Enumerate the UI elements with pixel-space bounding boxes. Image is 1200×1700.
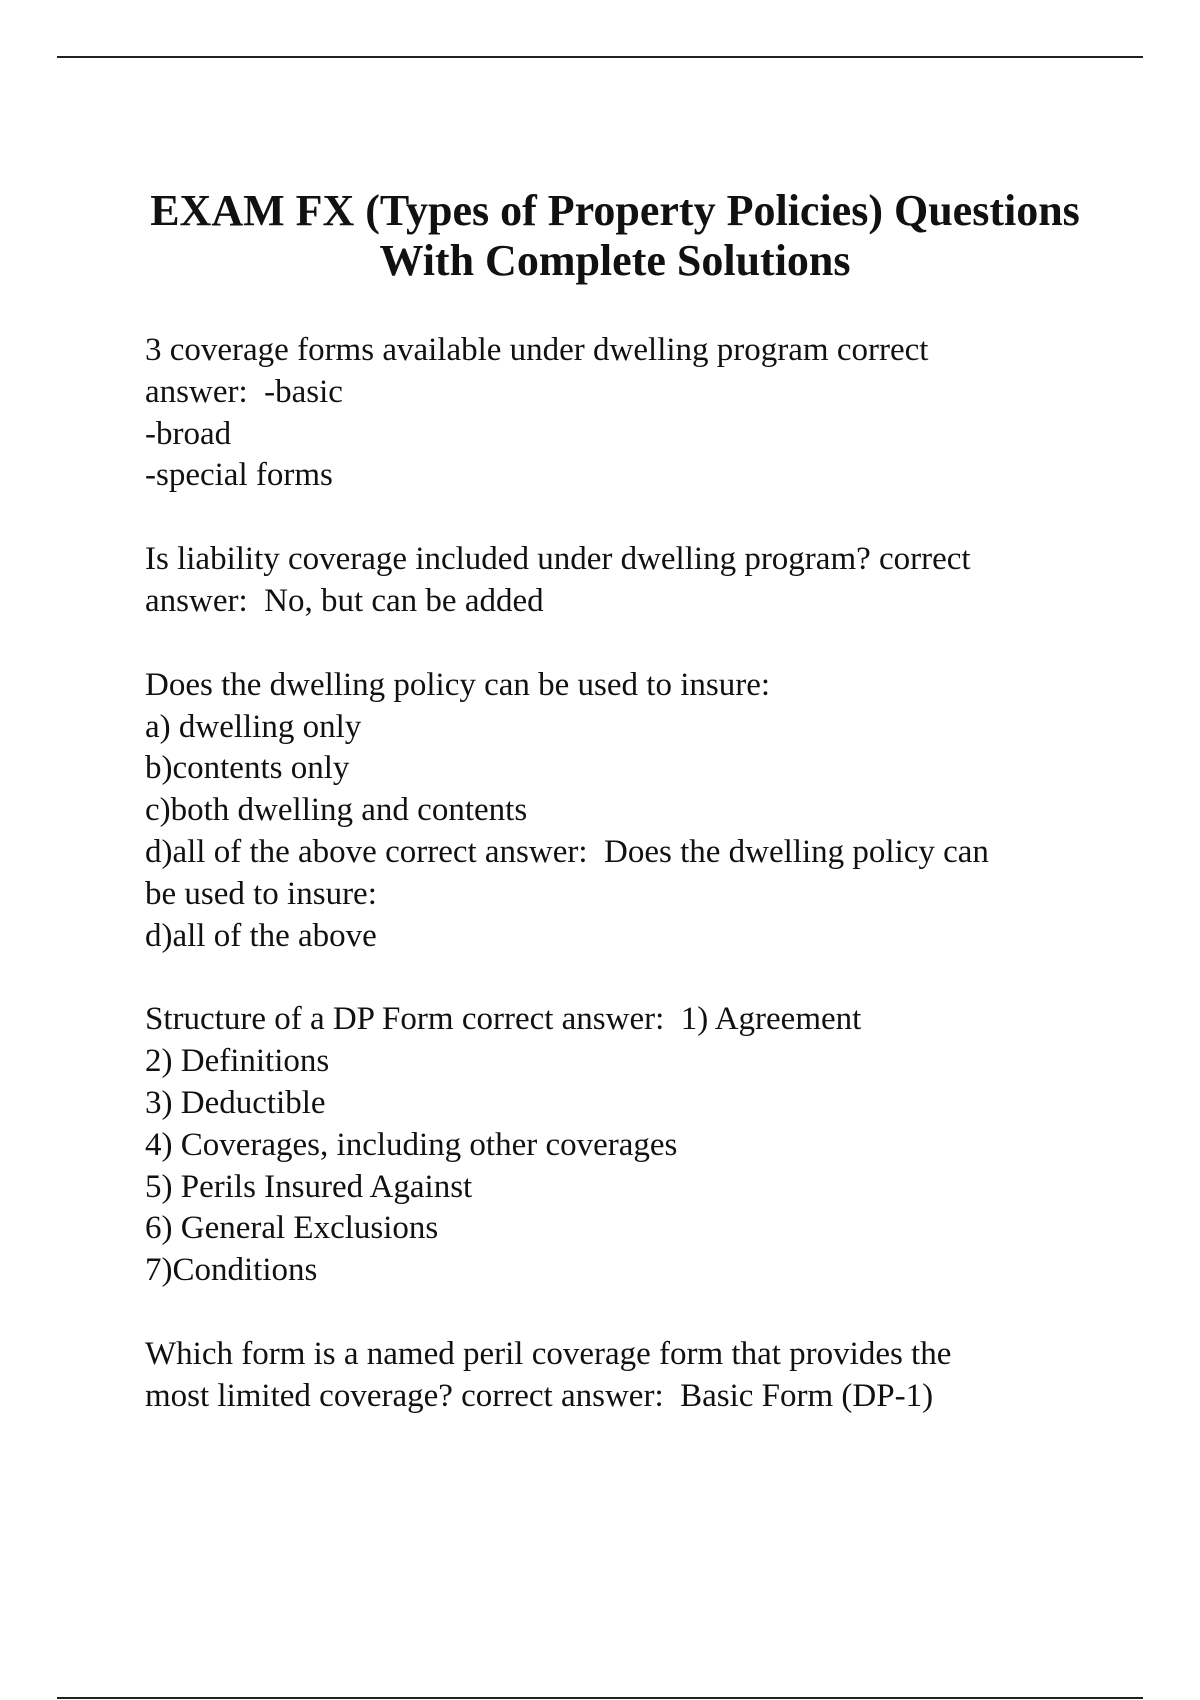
qa-line: 7)Conditions	[145, 1252, 318, 1289]
bottom-rule	[57, 1697, 1143, 1699]
qa-line: d)all of the above	[145, 917, 377, 954]
title-line: EXAM FX (Types of Property Policies) Questions	[150, 186, 1080, 235]
title-line: With Complete Solutions	[379, 236, 851, 285]
document-body	[145, 330, 1085, 1418]
qa-line: 6) General Exclusions	[145, 1210, 439, 1247]
qa-block-named-peril	[145, 1334, 1085, 1418]
qa-line: answer: -basic	[145, 373, 343, 410]
qa-line: 2) Definitions	[145, 1043, 330, 1080]
qa-line: most limited coverage? correct answer: Basic Form (DP-1)	[145, 1377, 934, 1414]
qa-block-dwelling-policy	[145, 665, 1085, 958]
qa-line: a) dwelling only	[145, 708, 362, 745]
qa-line: 5) Perils Insured Against	[145, 1168, 473, 1205]
qa-block-liability	[145, 539, 1085, 623]
qa-line: b)contents only	[145, 750, 350, 787]
qa-line: Which form is a named peril coverage form that provides the	[145, 1335, 952, 1372]
qa-line: c)both dwelling and contents	[145, 792, 528, 829]
qa-line: -broad	[145, 415, 232, 452]
top-rule	[57, 56, 1143, 58]
qa-block-coverage-forms	[145, 330, 1085, 497]
qa-line: Is liability coverage included under dwelling program? correct	[145, 541, 971, 578]
qa-line: Structure of a DP Form correct answer: 1) Agreement	[145, 1001, 862, 1038]
qa-line: -special forms	[145, 457, 333, 494]
qa-line: answer: No, but can be added	[145, 582, 544, 619]
qa-line: Does the dwelling policy can be used to insure:	[145, 666, 771, 703]
qa-line: d)all of the above correct answer: Does the dwelling policy can	[145, 833, 989, 870]
qa-line: 3 coverage forms available under dwelling program correct	[145, 332, 929, 368]
qa-line: be used to insure:	[145, 875, 377, 912]
qa-line: 3) Deductible	[145, 1084, 326, 1121]
qa-block-dp-structure	[145, 999, 1085, 1292]
document-title	[120, 186, 1110, 286]
qa-line: 4) Coverages, including other coverages	[145, 1126, 678, 1163]
